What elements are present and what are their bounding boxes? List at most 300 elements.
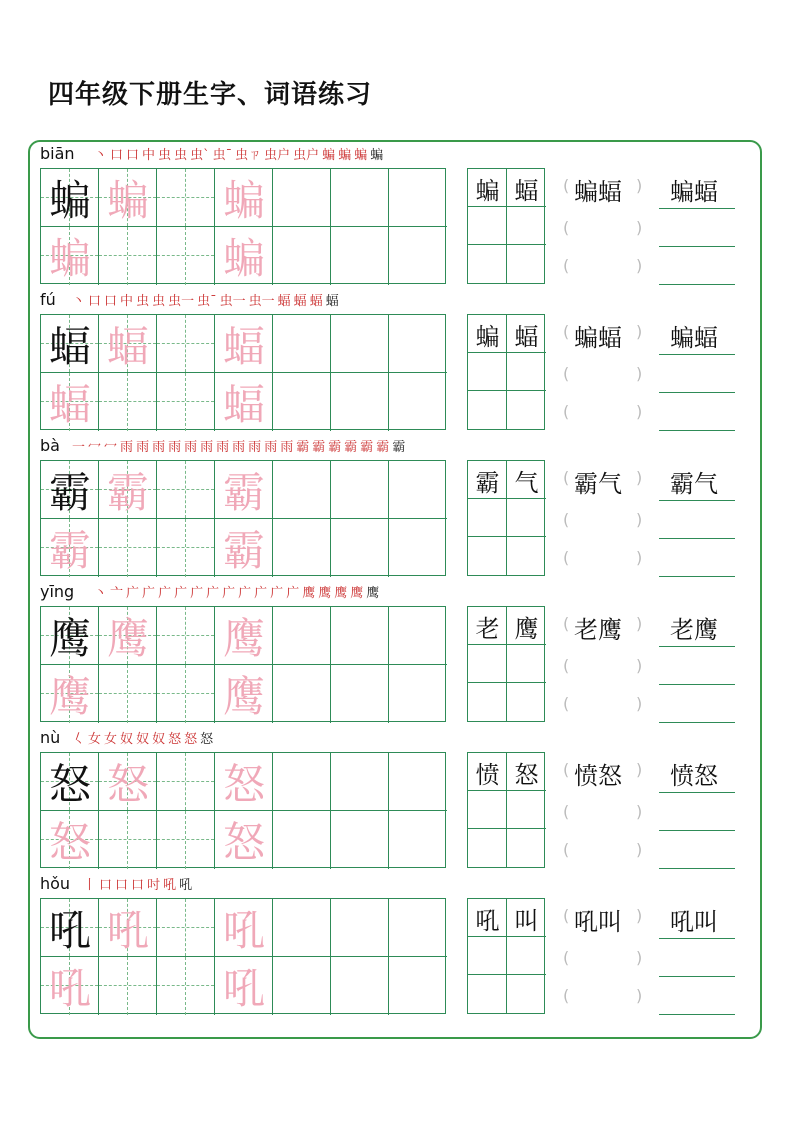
writing-cell[interactable]: [389, 753, 447, 811]
trace-character: 蝠: [222, 322, 265, 371]
stroke-order-sequence: [72, 288, 342, 310]
answer-line[interactable]: [659, 500, 735, 501]
word-cell[interactable]: [507, 353, 546, 391]
word-grid-character: 愤: [475, 760, 500, 789]
pinyin-label: bà: [40, 436, 60, 455]
writing-cell[interactable]: [389, 461, 447, 519]
answer-line[interactable]: [659, 722, 735, 723]
stroke-step: 怒: [200, 731, 214, 747]
page-title: 四年级下册生字、词语练习: [48, 80, 373, 110]
open-paren: (: [563, 364, 570, 383]
word-grid-character: 气: [514, 468, 539, 497]
close-paren: ): [636, 176, 643, 195]
writing-cell[interactable]: [273, 227, 331, 285]
word-grid: [467, 314, 545, 430]
answer-line[interactable]: [659, 538, 735, 539]
open-paren: (: [563, 218, 570, 237]
word-cell[interactable]: [468, 537, 507, 575]
stroke-step: 奴: [120, 731, 134, 747]
practice-block: [0, 726, 800, 872]
writing-cell[interactable]: [389, 607, 447, 665]
word-cell[interactable]: [468, 937, 507, 975]
stroke-step: 虫一: [248, 293, 275, 309]
writing-cell[interactable]: [389, 315, 447, 373]
stroke-step: 广: [270, 585, 284, 601]
trace-character: 怒: [222, 760, 265, 809]
word-grid: [467, 460, 545, 576]
stroke-step: 口: [88, 293, 102, 309]
word-cell[interactable]: [468, 391, 507, 429]
stroke-step: 广: [206, 585, 220, 601]
close-paren: ): [636, 614, 643, 633]
writing-cell[interactable]: [273, 461, 331, 519]
stroke-step: 鹰: [350, 585, 364, 601]
answer-line[interactable]: [659, 430, 735, 431]
stroke-step: 虫: [136, 293, 150, 309]
stroke-step: 虫: [158, 147, 172, 163]
word-cell[interactable]: [507, 391, 546, 429]
model-character: 鹰: [48, 614, 91, 663]
answer-line[interactable]: [659, 1014, 735, 1015]
stroke-step: 雨: [200, 439, 214, 455]
stroke-step: 吋: [147, 877, 161, 893]
close-paren: ): [636, 402, 643, 421]
stroke-step: 丨: [83, 877, 97, 893]
stroke-step: 虫一: [168, 293, 195, 309]
writing-cell[interactable]: [157, 227, 215, 285]
stroke-step: 虫ㄗ: [235, 147, 262, 163]
writing-cell[interactable]: [273, 519, 331, 577]
open-paren: (: [563, 802, 570, 821]
writing-cell[interactable]: [99, 519, 157, 577]
writing-cell[interactable]: [157, 811, 215, 869]
word-cell[interactable]: [507, 975, 546, 1013]
trace-character: 鹰: [222, 672, 265, 721]
stroke-step: 霸: [376, 439, 390, 455]
close-paren: ): [636, 840, 643, 859]
pinyin-word: 蝙蝠: [574, 178, 622, 206]
writing-cell[interactable]: [331, 227, 389, 285]
writing-cell[interactable]: [157, 665, 215, 723]
stroke-step: 霸: [392, 439, 406, 455]
stroke-step: 虫¯: [212, 147, 233, 163]
answer-line[interactable]: [659, 646, 735, 647]
stroke-step: 广: [222, 585, 236, 601]
stroke-step: 广: [238, 585, 252, 601]
word-grid-character: 蝠: [514, 176, 539, 205]
open-paren: (: [563, 322, 570, 341]
writing-cell[interactable]: [157, 519, 215, 577]
tracing-grid: [40, 752, 446, 868]
tracing-grid: [40, 314, 446, 430]
stroke-step: 吼: [163, 877, 177, 893]
tracing-grid: [40, 898, 446, 1014]
word-cell[interactable]: [507, 645, 546, 683]
writing-cell[interactable]: [157, 607, 215, 665]
writing-cell[interactable]: [157, 957, 215, 1015]
answer-line[interactable]: [659, 208, 735, 209]
word-cell[interactable]: [468, 499, 507, 537]
word-grid-character: 老: [475, 614, 500, 643]
open-paren: (: [563, 614, 570, 633]
pinyin-label: fú: [40, 290, 56, 309]
answer-line[interactable]: [659, 246, 735, 247]
word-grid-character: 蝠: [514, 322, 539, 351]
writing-cell[interactable]: [157, 373, 215, 431]
writing-cell[interactable]: [389, 169, 447, 227]
trace-character: 吼: [222, 906, 265, 955]
open-paren: (: [563, 694, 570, 713]
model-character: 蝠: [48, 322, 91, 371]
trace-character: 吼: [106, 906, 149, 955]
word-cell[interactable]: [468, 353, 507, 391]
word-cell[interactable]: [468, 645, 507, 683]
trace-character: 蝠: [106, 322, 149, 371]
stroke-step: 虫户: [293, 147, 320, 163]
stroke-step: 雨: [264, 439, 278, 455]
close-paren: ): [636, 218, 643, 237]
stroke-step: 口: [110, 147, 124, 163]
writing-cell[interactable]: [331, 899, 389, 957]
close-paren: ): [636, 986, 643, 1005]
trace-character: 蝙: [106, 176, 149, 225]
lined-word: 蝙蝠: [670, 178, 718, 206]
trace-character: 蝙: [48, 234, 91, 283]
practice-block: [0, 288, 800, 434]
stroke-step: 蝠: [309, 293, 323, 309]
word-cell[interactable]: [468, 829, 507, 867]
writing-cell[interactable]: [331, 811, 389, 869]
writing-cell[interactable]: [273, 899, 331, 957]
word-cell[interactable]: [468, 683, 507, 721]
stroke-step: 女: [88, 731, 102, 747]
word-cell[interactable]: [507, 791, 546, 829]
trace-character: 鹰: [222, 614, 265, 663]
close-paren: ): [636, 802, 643, 821]
writing-cell[interactable]: [273, 169, 331, 227]
writing-cell[interactable]: [99, 373, 157, 431]
word-cell[interactable]: [468, 207, 507, 245]
word-grid: [467, 168, 545, 284]
model-character: 蝙: [48, 176, 91, 225]
writing-cell[interactable]: [99, 665, 157, 723]
answer-line[interactable]: [659, 976, 735, 977]
trace-character: 霸: [222, 468, 265, 517]
word-cell[interactable]: [507, 537, 546, 575]
trace-character: 怒: [222, 818, 265, 867]
lined-word: 愤怒: [670, 762, 718, 790]
trace-character: 蝙: [222, 234, 265, 283]
word-grid-character: 叫: [514, 906, 539, 935]
stroke-step: 中: [120, 293, 134, 309]
answer-line[interactable]: [659, 684, 735, 685]
stroke-step: 中: [142, 147, 156, 163]
stroke-step: 雨: [280, 439, 294, 455]
word-cell[interactable]: [468, 975, 507, 1013]
writing-cell[interactable]: [157, 169, 215, 227]
stroke-step: 雨: [184, 439, 198, 455]
stroke-step: 蝠: [293, 293, 307, 309]
practice-block: [0, 434, 800, 580]
pinyin-label: nù: [40, 728, 61, 747]
open-paren: (: [563, 986, 570, 1005]
word-grid: [467, 752, 545, 868]
writing-cell[interactable]: [331, 315, 389, 373]
pinyin-word: 愤怒: [574, 762, 622, 790]
writing-cell[interactable]: [331, 519, 389, 577]
stroke-step: 亠: [110, 585, 124, 601]
pinyin-label: hǒu: [40, 874, 71, 893]
word-grid: [467, 898, 545, 1014]
stroke-step: 一: [72, 439, 86, 455]
trace-character: 吼: [222, 964, 265, 1013]
writing-cell[interactable]: [273, 665, 331, 723]
tracing-grid: [40, 168, 446, 284]
stroke-order-sequence: [72, 726, 216, 748]
writing-cell[interactable]: [389, 899, 447, 957]
trace-character: 鹰: [48, 672, 91, 721]
stroke-step: 霸: [328, 439, 342, 455]
stroke-order-sequence: [72, 434, 408, 456]
model-character: 霸: [48, 468, 91, 517]
stroke-step: 广: [158, 585, 172, 601]
stroke-step: 虫`: [190, 147, 210, 163]
stroke-step: 蝙: [354, 147, 368, 163]
writing-cell[interactable]: [273, 957, 331, 1015]
writing-cell[interactable]: [331, 169, 389, 227]
model-character: 怒: [48, 760, 91, 809]
answer-line[interactable]: [659, 576, 735, 577]
close-paren: ): [636, 694, 643, 713]
word-grid-character: 蝙: [475, 176, 500, 205]
word-cell[interactable]: [507, 499, 546, 537]
stroke-step: 虫户: [264, 147, 291, 163]
stroke-step: 虫一: [219, 293, 246, 309]
close-paren: ): [636, 322, 643, 341]
writing-cell[interactable]: [157, 461, 215, 519]
pinyin-label: yīng: [40, 582, 75, 601]
writing-cell[interactable]: [99, 957, 157, 1015]
tracing-grid: [40, 606, 446, 722]
open-paren: (: [563, 402, 570, 421]
stroke-step: 口: [104, 293, 118, 309]
stroke-step: 蝠: [277, 293, 291, 309]
pinyin-label: biān: [40, 144, 75, 163]
stroke-step: 冖: [88, 439, 102, 455]
stroke-step: 鹰: [318, 585, 332, 601]
practice-block: [0, 580, 800, 726]
word-cell[interactable]: [468, 245, 507, 283]
stroke-order-sequence: [94, 580, 382, 602]
writing-cell[interactable]: [273, 811, 331, 869]
close-paren: ): [636, 468, 643, 487]
writing-cell[interactable]: [389, 227, 447, 285]
writing-cell[interactable]: [389, 665, 447, 723]
writing-cell[interactable]: [331, 373, 389, 431]
word-grid-character: 霸: [475, 468, 500, 497]
open-paren: (: [563, 468, 570, 487]
open-paren: (: [563, 176, 570, 195]
open-paren: (: [563, 256, 570, 275]
stroke-step: 虫¯: [197, 293, 217, 309]
tracing-grid: [40, 460, 446, 576]
trace-character: 霸: [222, 526, 265, 575]
stroke-step: 雨: [216, 439, 230, 455]
stroke-step: 丶: [94, 585, 108, 601]
writing-cell[interactable]: [273, 607, 331, 665]
writing-cell[interactable]: [389, 373, 447, 431]
writing-cell[interactable]: [273, 373, 331, 431]
stroke-step: 奴: [152, 731, 166, 747]
practice-block: [0, 142, 800, 288]
answer-line[interactable]: [659, 868, 735, 869]
stroke-step: 虫: [152, 293, 166, 309]
stroke-step: 广: [286, 585, 300, 601]
stroke-step: 雨: [168, 439, 182, 455]
word-cell[interactable]: [507, 245, 546, 283]
word-cell[interactable]: [507, 937, 546, 975]
writing-cell[interactable]: [389, 811, 447, 869]
trace-character: 鹰: [106, 614, 149, 663]
stroke-step: 鹰: [302, 585, 316, 601]
pinyin-word: 蝙蝠: [574, 324, 622, 352]
stroke-step: 蝙: [322, 147, 336, 163]
word-cell[interactable]: [507, 683, 546, 721]
open-paren: (: [563, 760, 570, 779]
open-paren: (: [563, 906, 570, 925]
trace-character: 霸: [106, 468, 149, 517]
stroke-step: 雨: [136, 439, 150, 455]
stroke-step: 怒: [184, 731, 198, 747]
open-paren: (: [563, 948, 570, 967]
stroke-step: 霸: [296, 439, 310, 455]
writing-cell[interactable]: [273, 753, 331, 811]
close-paren: ): [636, 906, 643, 925]
stroke-step: 雨: [120, 439, 134, 455]
close-paren: ): [636, 948, 643, 967]
answer-line[interactable]: [659, 284, 735, 285]
pinyin-word: 老鹰: [574, 616, 622, 644]
stroke-step: 广: [190, 585, 204, 601]
open-paren: (: [563, 656, 570, 675]
writing-cell[interactable]: [273, 315, 331, 373]
open-paren: (: [563, 510, 570, 529]
writing-cell[interactable]: [331, 957, 389, 1015]
practice-block: [0, 872, 800, 1018]
word-grid-character: 怒: [514, 760, 539, 789]
stroke-step: 霸: [312, 439, 326, 455]
stroke-step: 蝙: [370, 147, 384, 163]
word-grid: [467, 606, 545, 722]
lined-word: 吼叫: [670, 908, 718, 936]
word-cell[interactable]: [468, 791, 507, 829]
model-character: 吼: [48, 906, 91, 955]
stroke-step: 霸: [344, 439, 358, 455]
stroke-step: 丶: [94, 147, 108, 163]
writing-cell[interactable]: [331, 461, 389, 519]
writing-cell[interactable]: [389, 519, 447, 577]
trace-character: 蝠: [222, 380, 265, 429]
open-paren: (: [563, 548, 570, 567]
writing-cell[interactable]: [157, 315, 215, 373]
close-paren: ): [636, 256, 643, 275]
stroke-step: 鹰: [334, 585, 348, 601]
close-paren: ): [636, 760, 643, 779]
writing-cell[interactable]: [99, 811, 157, 869]
word-grid-character: 吼: [475, 906, 500, 935]
stroke-step: 广: [126, 585, 140, 601]
writing-cell[interactable]: [157, 753, 215, 811]
stroke-step: 丶: [72, 293, 86, 309]
stroke-step: 冖: [104, 439, 118, 455]
writing-cell[interactable]: [157, 899, 215, 957]
word-grid-character: 鹰: [514, 614, 539, 643]
close-paren: ): [636, 364, 643, 383]
close-paren: ): [636, 548, 643, 567]
word-cell[interactable]: [507, 207, 546, 245]
answer-line[interactable]: [659, 392, 735, 393]
writing-cell[interactable]: [331, 665, 389, 723]
answer-line[interactable]: [659, 830, 735, 831]
stroke-step: 霸: [360, 439, 374, 455]
answer-line[interactable]: [659, 792, 735, 793]
stroke-step: 口: [126, 147, 140, 163]
close-paren: ): [636, 656, 643, 675]
stroke-step: 广: [254, 585, 268, 601]
lined-word: 霸气: [670, 470, 718, 498]
stroke-step: 吼: [179, 877, 193, 893]
answer-line[interactable]: [659, 354, 735, 355]
stroke-step: 口: [99, 877, 113, 893]
stroke-step: 雨: [248, 439, 262, 455]
writing-cell[interactable]: [99, 227, 157, 285]
stroke-step: 女: [104, 731, 118, 747]
lined-word: 蝙蝠: [670, 324, 718, 352]
stroke-step: 雨: [152, 439, 166, 455]
stroke-step: 雨: [232, 439, 246, 455]
open-paren: (: [563, 840, 570, 859]
stroke-step: 口: [115, 877, 129, 893]
close-paren: ): [636, 510, 643, 529]
writing-cell[interactable]: [331, 753, 389, 811]
stroke-step: 怒: [168, 731, 182, 747]
trace-character: 霸: [48, 526, 91, 575]
stroke-order-sequence: [94, 142, 386, 164]
stroke-step: 虫: [174, 147, 188, 163]
stroke-step: 广: [142, 585, 156, 601]
answer-line[interactable]: [659, 938, 735, 939]
stroke-step: 𡿨: [72, 731, 86, 747]
stroke-order-sequence: [83, 872, 195, 894]
stroke-step: 蝠: [325, 293, 339, 309]
stroke-step: 口: [131, 877, 145, 893]
word-grid-character: 蝙: [475, 322, 500, 351]
word-cell[interactable]: [507, 829, 546, 867]
stroke-step: 奴: [136, 731, 150, 747]
stroke-step: 蝙: [338, 147, 352, 163]
trace-character: 蝙: [222, 176, 265, 225]
trace-character: 蝠: [48, 380, 91, 429]
writing-cell[interactable]: [331, 607, 389, 665]
trace-character: 怒: [48, 818, 91, 867]
trace-character: 怒: [106, 760, 149, 809]
stroke-step: 广: [174, 585, 188, 601]
writing-cell[interactable]: [389, 957, 447, 1015]
pinyin-word: 霸气: [574, 470, 622, 498]
stroke-step: 鹰: [366, 585, 380, 601]
lined-word: 老鹰: [670, 616, 718, 644]
trace-character: 吼: [48, 964, 91, 1013]
